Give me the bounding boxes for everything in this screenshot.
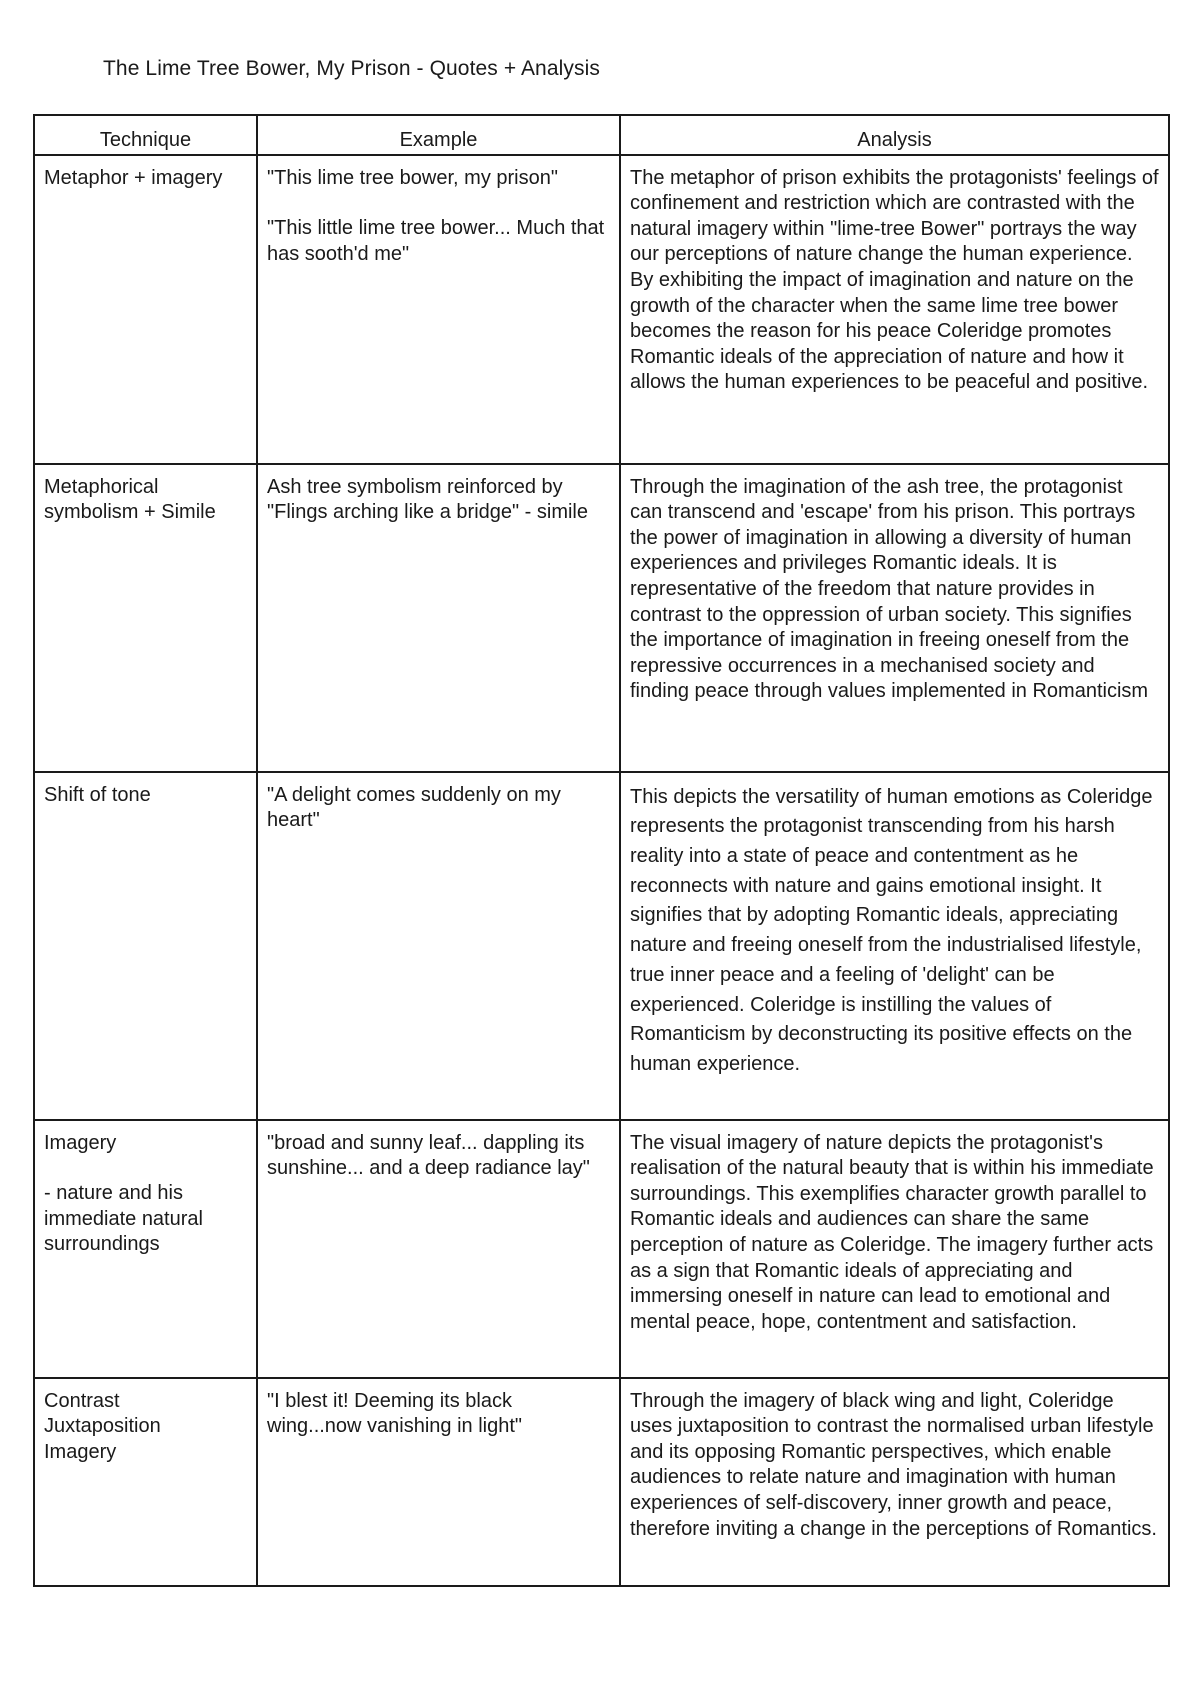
technique-line: Imagery: [44, 1440, 117, 1463]
header-example: Example: [257, 115, 620, 155]
page-title: The Lime Tree Bower, My Prison - Quotes + Analysis: [103, 57, 600, 80]
technique-cell: [34, 1378, 257, 1586]
table-header-row: [34, 115, 1169, 155]
table-row: [34, 155, 1169, 464]
technique-cell: Shift of tone: [34, 772, 257, 1120]
technique-line: Juxtaposition: [44, 1415, 161, 1438]
technique-line: Contrast: [44, 1389, 120, 1412]
header-analysis: Analysis: [620, 115, 1169, 155]
table-row: [34, 1378, 1169, 1586]
analysis-cell: Through the imagination of the ash tree, the protagonist can transcend and 'escape' from his prison. This portrays the power of imagination in allowing a diversity of human experiences and privileges Romantic ideals. It is representative of the freedom that nature provides in contrast to the oppression of urban society. This signifies the importance of imagination in freeing oneself from the repressive occurrences in a mechanised society and finding peace through values implemented in Romanticism: [620, 464, 1169, 772]
technique-label: Imagery: [44, 1131, 117, 1154]
header-technique: Technique: [34, 115, 257, 155]
table-row: [34, 1120, 1169, 1378]
example-cell: "broad and sunny leaf... dappling its sunshine... and a deep radiance lay": [257, 1120, 620, 1378]
analysis-cell: The visual imagery of nature depicts the protagonist's realisation of the natural beauty that is within his immediate surroundings. This exemplifies character growth parallel to Romantic ideals and audiences can share the same perception of nature as Coleridge. The imagery further acts as a sign that Romantic ideals of appreciating and immersing oneself in nature can lead to emotional and mental peace, hope, contentment and satisfaction.: [620, 1120, 1169, 1378]
analysis-cell: This depicts the versatility of human emotions as Coleridge represents the protagonist transcending from his harsh reality into a state of peace and contentment as he reconnects with nature and gains emotional insight. It signifies that by adopting Romantic ideals, appreciating nature and freeing oneself from the industrialised lifestyle, true inner peace and a feeling of 'delight' can be experienced. Coleridge is instilling the values of Romanticism by deconstructing its positive effects on the human experience.: [620, 772, 1169, 1120]
technique-cell: Metaphorical symbolism + Simile: [34, 464, 257, 772]
technique-note: - nature and his immediate natural surroundings: [44, 1182, 203, 1256]
example-cell: "I blest it! Deeming its black wing...now vanishing in light": [257, 1378, 620, 1586]
technique-cell: [34, 1120, 257, 1378]
example-cell: [257, 155, 620, 464]
table-row: [34, 464, 1169, 772]
analysis-cell: Through the imagery of black wing and light, Coleridge uses juxtaposition to contrast the normalised urban lifestyle and its opposing Romantic perspectives, which enable audiences to relate nature and imagination with human experiences of self-discovery, inner growth and peace, therefore inviting a change in the perceptions of Romantics.: [620, 1378, 1169, 1586]
example-cell: Ash tree symbolism reinforced by "Flings arching like a bridge" - simile: [257, 464, 620, 772]
analysis-cell: The metaphor of prison exhibits the protagonists' feelings of confinement and restriction which are contrasted with the natural imagery within "lime-tree Bower" portrays the way our perceptions of nature change the human experience. By exhibiting the impact of imagination and nature on the growth of the character when the same lime tree bower becomes the reason for his peace Coleridge promotes Romantic ideals of the appreciation of nature and how it allows the human experiences to be peaceful and positive.: [620, 155, 1169, 464]
quotes-analysis-table: [33, 114, 1170, 1587]
example-quote: "This little lime tree bower... Much that has sooth'd me": [267, 217, 605, 265]
example-quote: "This lime tree bower, my prison": [267, 166, 558, 189]
example-cell: "A delight comes suddenly on my heart": [257, 772, 620, 1120]
technique-cell: Metaphor + imagery: [34, 155, 257, 464]
table-row: [34, 772, 1169, 1120]
